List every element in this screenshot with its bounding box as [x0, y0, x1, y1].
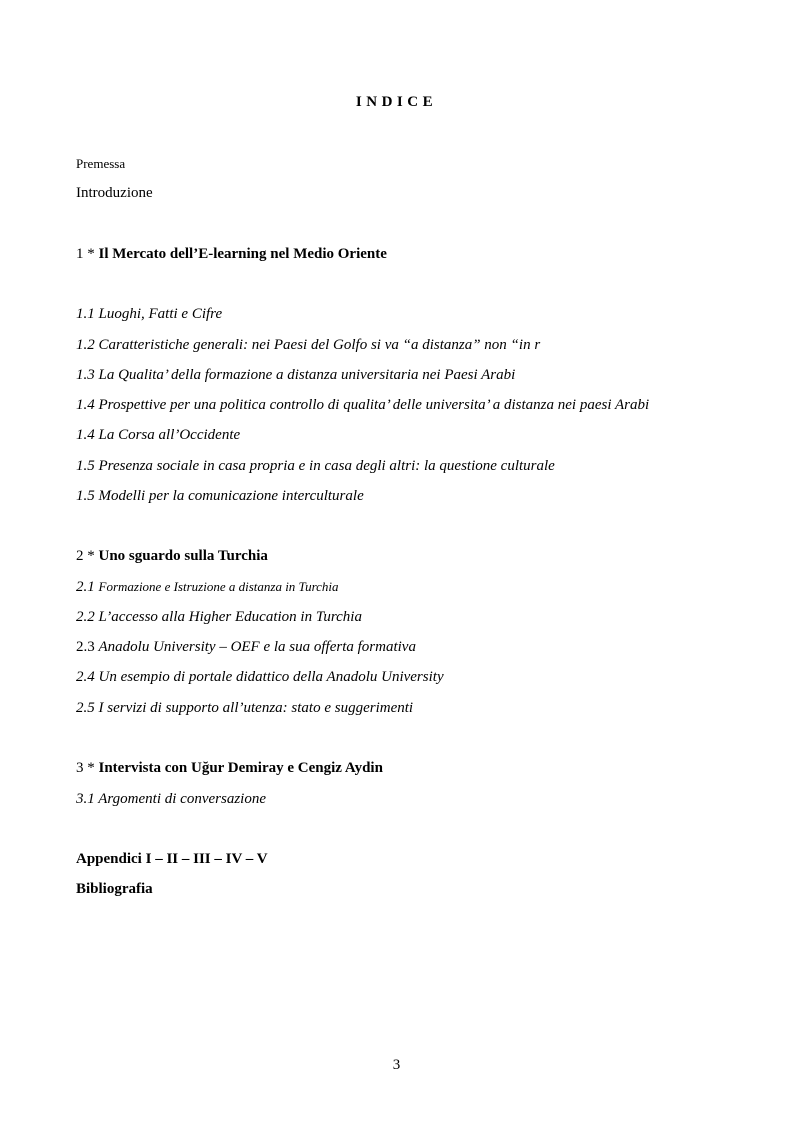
- toc-section-1-3: 1.3 La Qualita’ della formazione a distanza universitaria nei Paesi Arabi: [76, 367, 516, 383]
- chapter-3-number: 3 *: [76, 760, 99, 776]
- section-2-1-number: 2.1: [76, 579, 99, 595]
- toc-premessa: Premessa: [76, 156, 126, 171]
- toc-section-1-2: 1.2 Caratteristiche generali: nei Paesi del Golfo si va “a distanza” non “in r: [76, 337, 541, 353]
- toc-section-1-5b: 1.5 Modelli per la comunicazione interculturale: [76, 488, 364, 504]
- toc-section-2-5: 2.5 I servizi di supporto all’utenza: stato e suggerimenti: [76, 700, 414, 716]
- toc-appendici: Appendici I – II – III – IV – V: [76, 851, 268, 867]
- section-2-3-number: 2.3: [76, 639, 99, 655]
- toc-chapter-1: [76, 245, 387, 263]
- chapter-3-title: Intervista con Uğur Demiray e Cengiz Aydin: [98, 760, 383, 776]
- toc-section-2-2: 2.2 L’accesso alla Higher Education in Turchia: [76, 609, 362, 625]
- toc-bibliografia: Bibliografia: [76, 881, 153, 897]
- toc-section-1-4a: 1.4 Prospettive per una politica controllo di qualita’ delle universita’ a distanza nei paesi Arabi: [76, 397, 650, 413]
- toc-section-1-5a: 1.5 Presenza sociale in casa propria e in casa degli altri: la questione culturale: [76, 458, 555, 474]
- toc-introduzione: Introduzione: [76, 185, 153, 201]
- toc-section-1-1: 1.1 Luoghi, Fatti e Cifre: [76, 306, 223, 322]
- toc-section-2-1: [76, 578, 339, 596]
- toc-section-1-4b: 1.4 La Corsa all’Occidente: [76, 427, 241, 443]
- toc-section-2-4: 2.4 Un esempio di portale didattico della Anadolu University: [76, 669, 444, 685]
- chapter-1-number: 1 *: [76, 246, 99, 262]
- chapter-1-title: Il Mercato dell’E-learning nel Medio Oriente: [98, 246, 387, 262]
- toc-chapter-3: [76, 759, 383, 777]
- section-2-1-text: Formazione e Istruzione a distanza in Turchia: [98, 579, 339, 594]
- toc-section-3-1: 3.1 Argomenti di conversazione: [76, 791, 266, 807]
- toc-chapter-2: [76, 547, 268, 565]
- section-2-3-text: Anadolu University – OEF e la sua offerta formativa: [98, 639, 416, 655]
- chapter-2-number: 2 *: [76, 548, 99, 564]
- chapter-2-title: Uno sguardo sulla Turchia: [98, 548, 268, 564]
- page-title: INDICE: [355, 94, 438, 110]
- toc-section-2-3: [76, 638, 416, 656]
- page-number: 3: [392, 1057, 401, 1073]
